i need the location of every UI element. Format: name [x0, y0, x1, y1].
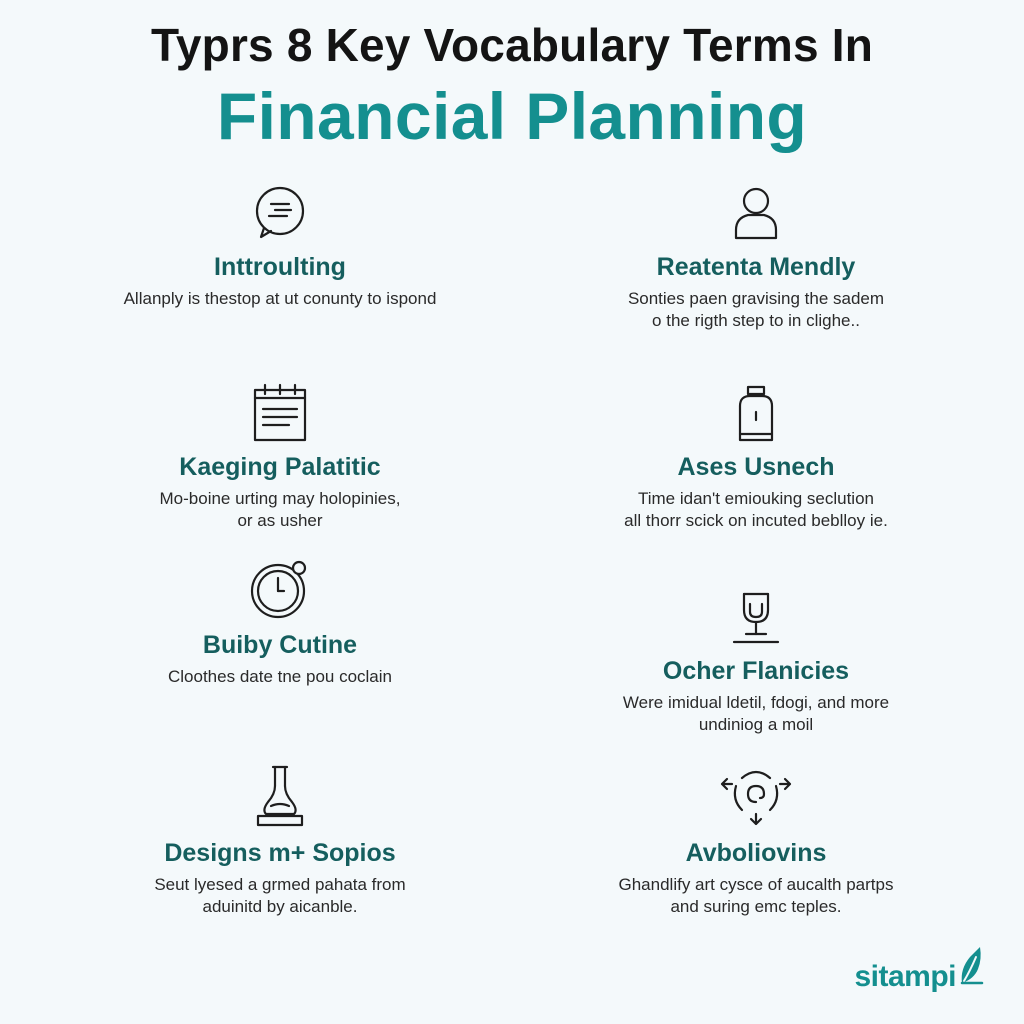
title-line-2: Financial Planning	[216, 79, 808, 153]
calendar-icon	[60, 378, 500, 442]
brand-logo	[854, 945, 984, 994]
term-heading: Ocher Flanicies	[662, 657, 850, 685]
term-item-5	[60, 556, 500, 688]
term-description	[60, 288, 500, 310]
term-item-1	[60, 178, 500, 310]
term-description	[536, 488, 976, 532]
trophy-cup-icon	[536, 582, 976, 646]
speech-bubble-icon	[60, 178, 500, 242]
term-description	[60, 666, 500, 688]
term-heading: Reatenta Mendly	[656, 253, 856, 281]
term-item-3	[60, 378, 500, 532]
term-item-8	[536, 764, 976, 918]
term-description-line: o the rigth step to in clighe..	[652, 311, 860, 330]
term-item-7	[60, 764, 500, 918]
term-description	[60, 874, 500, 918]
term-item-4	[536, 378, 976, 532]
title-line-1: Typrs 8 Key Vocabulary Terms In	[150, 19, 874, 71]
clock-icon	[60, 556, 500, 620]
term-heading: Buiby Cutine	[202, 631, 358, 659]
term-heading: Designs m+ Sopios	[164, 839, 396, 867]
term-description	[536, 288, 976, 332]
term-description-line: Time idan't emiouking seclution	[637, 489, 874, 508]
term-item-2	[536, 178, 976, 332]
term-description-line: Allanply is thestop at ut conunty to ispond	[123, 289, 437, 308]
jar-icon	[536, 378, 976, 442]
cycle-arrows-icon	[536, 764, 976, 828]
term-description-line: Seut lyesed a grmed pahata from	[154, 875, 406, 894]
term-heading: Avboliovins	[685, 839, 827, 867]
term-description	[536, 874, 976, 918]
term-description-line: Sonties paen gravising the sadem	[627, 289, 885, 308]
term-description-line: aduinitd by aicanble.	[202, 897, 358, 916]
term-description-line: Ghandlify art cysce of aucalth partps	[618, 875, 894, 894]
term-description-line: or as usher	[237, 511, 323, 530]
term-description-line: all thorr scick on incuted beblloy ie.	[624, 511, 888, 530]
term-description	[536, 692, 976, 736]
term-heading: Inttroulting	[214, 253, 346, 281]
term-description-line: and suring emc teples.	[670, 897, 842, 916]
term-heading: Kaeging Palatitic	[179, 453, 381, 481]
term-description-line: Cloothes date tne pou coclain	[168, 667, 392, 686]
term-description-line: Were imidual ldetil, fdogi, and more	[622, 693, 890, 712]
term-description-line: Mo-boine urting may holopinies,	[159, 489, 401, 508]
term-item-6	[536, 582, 976, 736]
term-description-line: undiniog a moil	[698, 715, 814, 734]
term-description	[60, 488, 500, 532]
person-icon	[536, 178, 976, 242]
term-heading: Ases Usnech	[677, 453, 835, 481]
flask-icon	[60, 764, 500, 828]
leaf-mark-icon	[958, 945, 984, 990]
logo-text: sitampi	[854, 960, 956, 993]
